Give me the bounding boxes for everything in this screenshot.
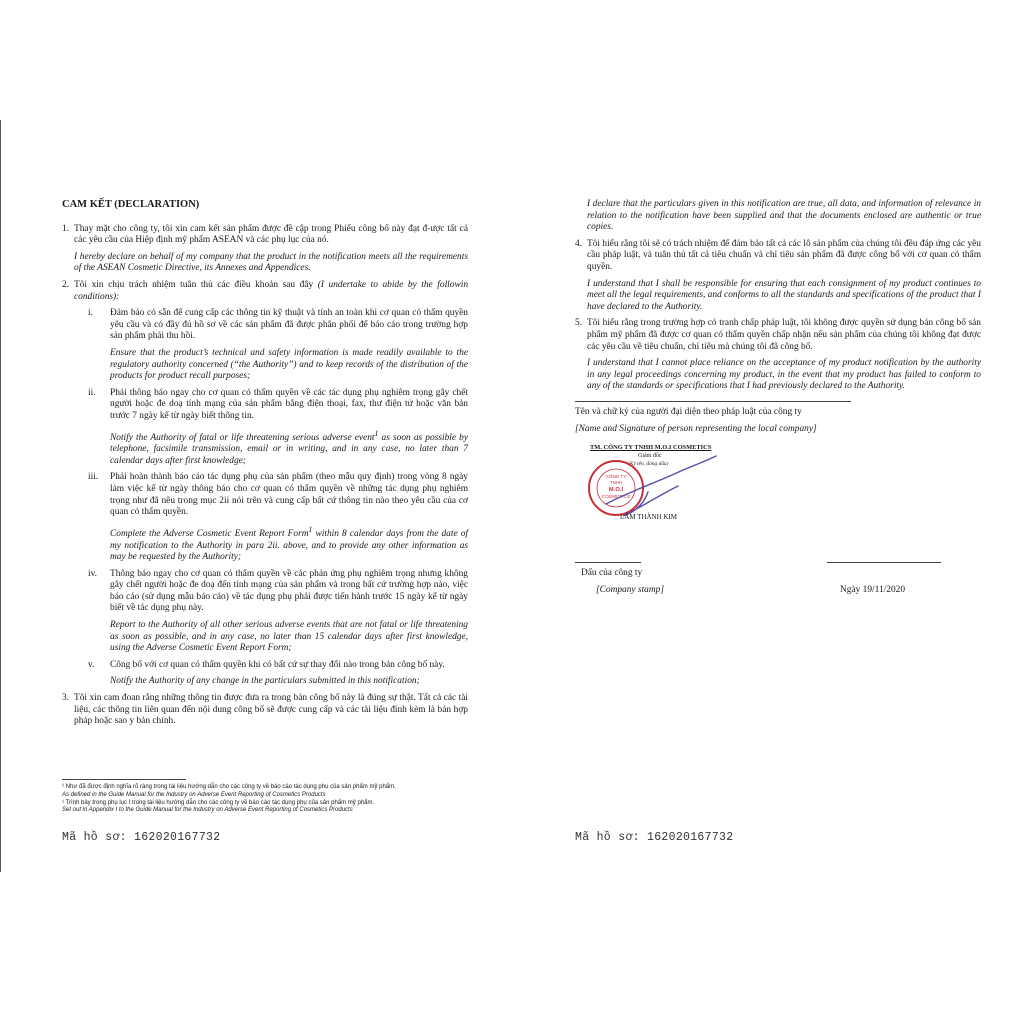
clause-text bbox=[74, 280, 468, 303]
subclause-text-vi: Phải hoàn thành báo cáo tác dụng phụ của sản phẩm (theo mẫu quy định) trong vòng 8 ngày làm việc kể từ ngày thông báo cho cơ quan có thẩm quyền về những tác dụng phụ nghiêm trọng như đã nêu trong mục 2ii nói trên và cung cấp bất cứ thông tin nào theo yêu cầu của cơ quan có thẩm quyền. bbox=[110, 472, 468, 518]
clause-number: 4. bbox=[575, 238, 583, 249]
subclause-text-en-a: Complete the Adverse Cosmetic Event Report Form bbox=[110, 528, 309, 539]
clause-text-en: I understand that I shall be responsible for ensuring that each consignment of my product continues to meet all the legal requirements, and conforms to all the standards and specifications of the product that I have declared to the Authority. bbox=[587, 278, 981, 312]
stamp-line-right bbox=[827, 562, 941, 563]
subclause-text-en: Notify the Authority of any change in the particulars submitted in this notification; bbox=[110, 676, 420, 687]
subclause-number: i. bbox=[88, 308, 93, 319]
subclause-iii bbox=[74, 472, 468, 563]
left-page bbox=[62, 199, 468, 733]
company-seal-and-signature bbox=[588, 452, 728, 542]
subclause-number: ii. bbox=[88, 387, 96, 398]
signer-name: LÂM THÀNH KIM bbox=[620, 513, 678, 521]
subclause-text-en-b: within 8 calendar days from the date of my notification to the Authority in para 2ii. above, and to provide any other information as may be requested by the Authority; bbox=[110, 528, 468, 563]
file-number-left: Mã hồ sơ: 162020167732 bbox=[62, 831, 221, 844]
clause-number: 3. bbox=[62, 693, 70, 704]
subclause-text-en: Ensure that the product’s technical and safety information is made readily available to the regulatory authority concerned (“the Authority”) and to keep records of the distribution of the products for product recall purposes; bbox=[110, 347, 468, 382]
subclause-v bbox=[74, 660, 468, 688]
clause-2 bbox=[62, 280, 468, 688]
signature-label-en: [Name and Signature of person representing the local company] bbox=[575, 424, 817, 434]
clause-text-en: (I undertake to abide by the followin conditions): bbox=[74, 279, 469, 302]
footnote-ref: 1 bbox=[374, 428, 379, 438]
subclause-text-vi: Công bố với cơ quan có thẩm quyền khi có bất cứ sự thay đổi nào trong bản công bố này. bbox=[110, 659, 445, 670]
clause-text-vi: Tôi hiểu rằng trong trường hợp có tranh chấp pháp luật, tôi không được quyền sử dụng bản công bố sản phẩm mỹ phẩm đã được cơ quan có thẩm quyền chấp nhận nếu sản phẩm của chúng tôi không đạt được các yêu cầu về tiêu chuẩn, chỉ tiêu mà chúng tôi đã công bố. bbox=[587, 318, 981, 352]
seal-text-top: CÔNG TY bbox=[605, 474, 627, 479]
subclause-number: iv. bbox=[88, 568, 98, 579]
subclause-number: v. bbox=[88, 659, 95, 670]
clause-number: 2. bbox=[62, 279, 70, 290]
clause-text-vi: Tôi hiểu rằng tôi sẽ có trách nhiệm để đảm bảo tất cả các lô sản phẩm của chúng tôi đều đáp ứng các yêu cầu pháp luật, và tuân thủ tất cả tiêu chuẩn và chỉ tiêu sản phẩm đã được công bố với cơ quan có thẩm quyền. bbox=[587, 238, 981, 272]
clause-4 bbox=[575, 239, 981, 314]
declaration-title: CAM KẾT (DECLARATION) bbox=[62, 199, 200, 210]
footnote-1-vi: ¹ Như đã được định nghĩa rõ ràng trong tài liệu hướng dẫn cho các công ty về báo cáo tác dụng phụ của sản phẩm mỹ phẩm. bbox=[62, 784, 396, 790]
stamp-line-left bbox=[575, 562, 641, 563]
subclause-text-vi: Phải thông báo ngay cho cơ quan có thẩm quyền về các tác dụng phụ nghiêm trọng gây chết người hoặc đe doạ tính mạng của sản phẩm bằng điện thoại, fax, thư điện tử hoặc văn bản trước 7 ngày kể từ ngày biết thông tin. bbox=[110, 387, 468, 421]
clause-text-vi: Tôi xin chịu trách nhiệm tuân thủ các điều khoản sau đây bbox=[74, 279, 314, 290]
signature-divider bbox=[575, 401, 851, 402]
seal-text-bottom: COSMETICS bbox=[601, 495, 631, 500]
subclause-ii bbox=[74, 388, 468, 468]
file-number-right: Mã hồ sơ: 162020167732 bbox=[575, 831, 734, 844]
subclause-i bbox=[74, 308, 468, 383]
subclause-iv bbox=[74, 569, 468, 655]
stamp-note: (Ký tên, đóng dấu) bbox=[628, 461, 669, 467]
company-stamp-label-vi: Dấu của công ty bbox=[581, 568, 643, 578]
subclause-text-en bbox=[110, 524, 468, 564]
footnote-1-en: As defined in the Guide Manual for the Industry on Adverse Event Reporting of Cosmetics Products bbox=[62, 791, 326, 798]
footnotes bbox=[62, 779, 522, 815]
clause-text-en: I understand that I cannot place reliance on the acceptance of my product notification by the authority in any legal proceedings concerning my product, in the event that my product has failed to conform to any of the standards or specifications that I had previously declared to the Authority. bbox=[587, 358, 981, 392]
clause-number: 1. bbox=[62, 223, 70, 234]
subclause-text-en bbox=[110, 428, 468, 468]
clause-1 bbox=[62, 224, 468, 275]
subclause-text-en-a: Notify the Authority of fatal or life threatening serious adverse event bbox=[110, 432, 375, 443]
subclause-text-en: Report to the Authority of all other serious adverse events that are not fatal or life threatening as soon as possible, and in any case, no later than 15 calendar days after first knowledge, using the Adverse Cosmetic Event Report Form; bbox=[110, 620, 468, 654]
subclause-text-en-b: as soon as possible by telephone, facsimile transmission, email or in writing, and in any case, no later than 7 calendar days after first knowledge; bbox=[110, 432, 469, 466]
signing-date: Ngày 19/11/2020 bbox=[840, 585, 906, 595]
right-page bbox=[575, 199, 981, 398]
page-edge-line bbox=[0, 120, 1, 872]
footnote-2-vi: ¹ Trình bày trong phụ lục I trong tài liệu hướng dẫn cho các công ty về báo cáo tác dụng phụ của sản phẩm mỹ phẩm. bbox=[62, 799, 375, 806]
footnote-ref: 1 bbox=[308, 524, 313, 534]
clause-5 bbox=[575, 318, 981, 393]
footnote-divider bbox=[62, 779, 186, 780]
clause-number: 5. bbox=[575, 318, 583, 329]
subclause-text-vi: Đảm bảo có sẵn để cung cấp các thông tin kỹ thuật và tính an toàn khi cơ quan có thẩm quyền yêu cầu và có đầy đủ hồ sơ về các sản phẩm đã được phân phối để báo cáo trong trường hợp sản phẩm phải thu hồi. bbox=[110, 308, 468, 342]
subclause-number: iii. bbox=[88, 472, 99, 483]
signature-label-vi: Tên và chữ ký của người đại diện theo pháp luật của công ty bbox=[575, 407, 802, 417]
subclause-text-vi: Thông báo ngay cho cơ quan có thẩm quyền về các phản ứng phụ nghiêm trọng nhưng không gây chết người hoặc đe doạ đến tính mạng của sản phẩm và trong bất cứ trường hợp nào, việc báo cáo (sử dụng mẫu báo cáo) về tác dụng phụ phải được tiến hành trước 15 ngày kể từ ngày biết về tác dụng phụ này. bbox=[110, 568, 468, 614]
clause-text-en: I hereby declare on behalf of my company that the product in the notification meets all the requirements of the ASEAN Cosmetic Directive, its Annexes and Appendices. bbox=[74, 251, 468, 274]
clause-3 bbox=[62, 693, 468, 728]
seal-text-name: M.O.I bbox=[608, 487, 624, 493]
signature-scribble bbox=[606, 456, 716, 516]
seal-text-mid: TNHH bbox=[609, 480, 623, 485]
clause-text-vi: Tôi xin cam đoan rằng những thông tin được đưa ra trong bản công bố này là đúng sự thật. Tất cả các tài liệu, các thông tin liên quan đến nội dung công bố sẽ được cung cấp và các tài liệu đính kèm là bản hợp pháp hoặc sao y bản chính. bbox=[74, 693, 468, 727]
company-stamp-label-en: [Company stamp] bbox=[596, 585, 664, 595]
footnote-2-en: Set out in Appendix I to the Guide Manual for the Industry on Adverse Event Reporting of Cosmetics Products bbox=[62, 807, 353, 814]
stamp-company-line: TM. CÔNG TY TNHH M.O.I COSMETICS bbox=[590, 444, 712, 451]
declaration-intro-en: I declare that the particulars given in this notification are true, all data, and information of relevance in relation to the notification have been supplied and that the documents enclosed are authentic or true copies. bbox=[587, 199, 981, 233]
clause-text-vi: Thay mặt cho công ty, tôi xin cam kết sản phẩm được đề cập trong Phiếu công bố này đạt đ-ược tất cả các yêu cầu của Hiệp định mỹ phẩm ASEAN và các phụ lục của nó. bbox=[74, 223, 468, 246]
stamp-role: Giám đốc bbox=[638, 453, 662, 459]
